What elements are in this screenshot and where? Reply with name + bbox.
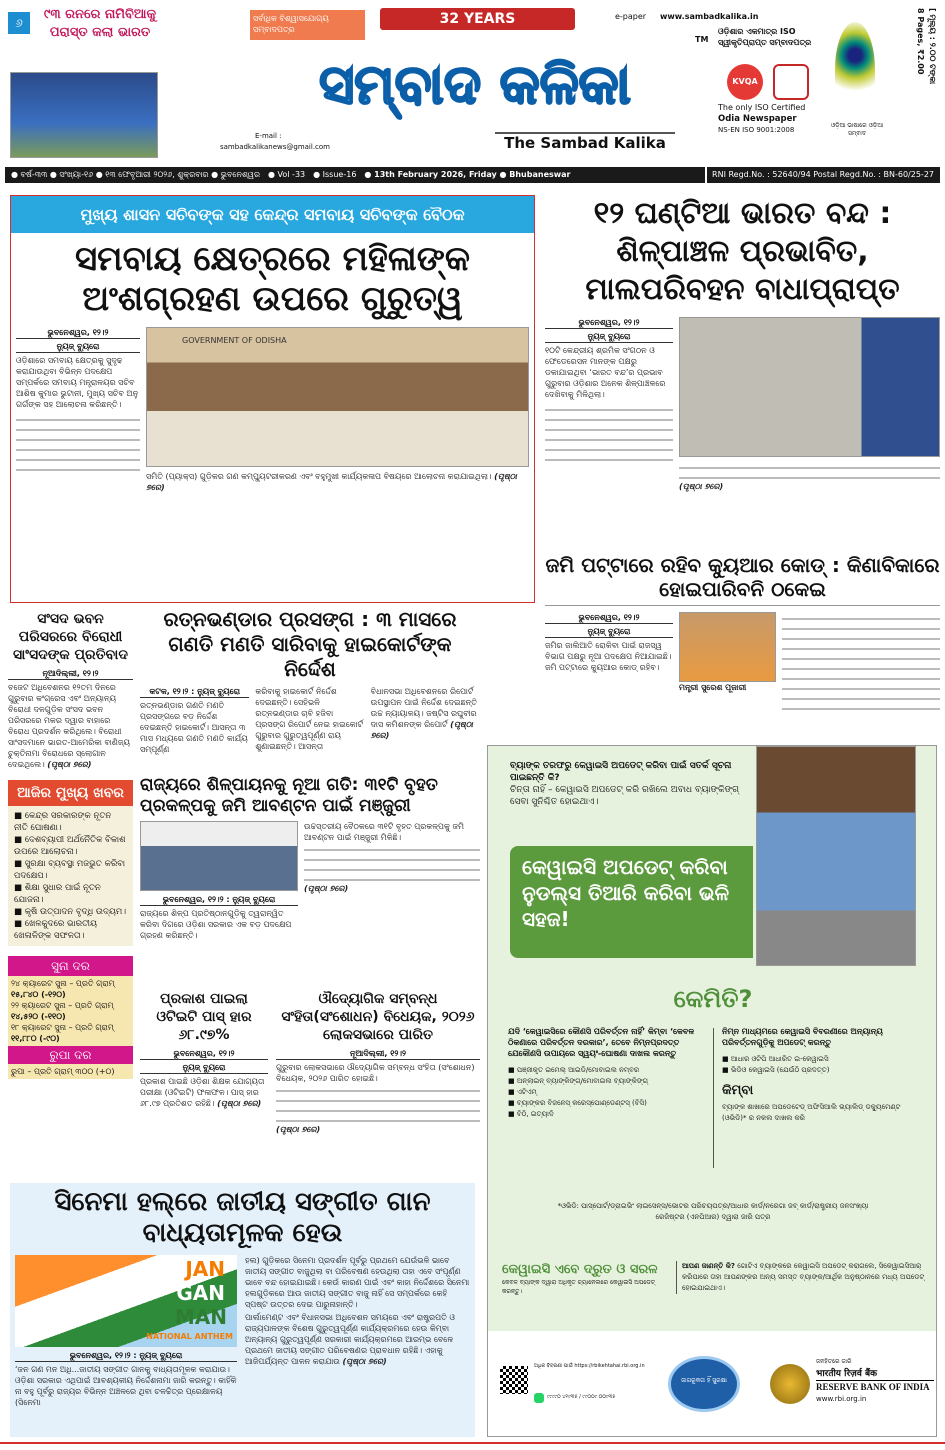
ad-left-item: ■ ଏଟିଏମ୍ (508, 1087, 706, 1098)
ad-left-item: ■ ପଞ୍ଜୀକୃତ ଇମେଲ୍ ଆଇଡି/ମୋବାଇଲ ନମ୍ବର (508, 1065, 706, 1076)
price: [ ମୂଲ୍ୟ : ୨.୦୦ ଟଙ୍କା (928, 8, 937, 85)
logo: ସମ୍ବାଦ କଳିକା (319, 53, 631, 116)
top-news-item[interactable]: ■ ଖେଳକୁଦରେ ଭାରତୀୟ ଖେଳାଳିଙ୍କ ସଫଳତା। (14, 918, 127, 942)
qr-body: ଜମିର ଜାଲିଆତି ରୋକିବା ପାଇଁ ରାଜସ୍ୱ ବିଭାଗ ପକ୍ଷରୁ ନୂଆ ପଦକ୍ଷେପ ନିଆଯାଇଛି। ଜମି ପଟ୍ଟାରେ କ୍ୟୁଆର କୋଡ୍ ରହିବ। (545, 641, 672, 672)
bandh-col1 (545, 317, 673, 463)
lead-headline: ସମବାୟ କ୍ଷେତ୍ରରେ ମହିଳାଙ୍କ ଅଂଶଗ୍ରହଣ ଉପରେ ଗୁରୁତ୍ୱ (75, 239, 470, 319)
text-filler (16, 413, 140, 473)
lead-story[interactable] (10, 195, 535, 603)
ad-know-title: ଆପଣ ଜାଣନ୍ତି କି? (682, 1262, 735, 1270)
bandh-continued[interactable]: (ପୃଷ୍ଠା ୭ରେ) (679, 482, 724, 491)
lead-right (146, 327, 529, 493)
ad-know-text: ଗୋଟିଏ ବ୍ୟାଙ୍କରେ କେୱାଇସି ଅପଡେଟ୍ କରାଗଲେ, ସିକେୱାଇସିଆର୍ କରିପାରେ ତାହା ଆପଣଙ୍କର ଅନ୍ୟ ସମସ୍ତ ବ୍ୟାଙ୍କ/ଆର୍ଥିକ ଅନୁଷ୍ଠାନରେ ମଧ୍ୟ ଅପଡେଟ୍ ହୋଇଯାଇଥାଏ। (682, 1262, 925, 1292)
ad-left-column (508, 1026, 706, 1120)
ad-footer (488, 1331, 936, 1436)
top-news-item[interactable]: ■ ଦେଶବ୍ୟାପୀ ଅର୍ଥନୈତିକ ବିକାଶ ଉପରେ ଆଲୋଚନା। (14, 834, 127, 858)
ratna-headline: ରତ୍ନଭଣ୍ଡାର ପ୍ରସଙ୍ଗ : ୩ ମାସରେ ଗଣତି ମଣତି ସାରିବାକୁ ହାଇକୋର୍ଟଙ୍କ ନିର୍ଦ୍ଦେଶ (163, 607, 457, 681)
code-bill-continued[interactable]: (ପୃଷ୍ଠା ୭ରେ) (276, 1125, 321, 1134)
bandh-dateline: ଭୁବନେଶ୍ୱର, ୧୨।୨ (545, 317, 673, 329)
anthem-image (15, 1255, 237, 1347)
protest-headline: ସଂସଦ ଭବନ ପରିସରରେ ବିରୋଧୀ ସାଂସଦଙ୍କ ପ୍ରତିବାଦ (13, 611, 128, 663)
ratna-body-1: ରତ୍ନଭଣ୍ଡାର ଗଣତି ମଣତି ପ୍ରସଙ୍ଗରେ ବଡ଼ ନିର୍ଦ୍ଦେଶ ଦେଇଛନ୍ତି ହାଇକୋର୍ଟ। ଆସନ୍ତା ୩ ମାସ ମଧ୍ୟରେ ଗଣତି ମଣତି କାର୍ଯ୍ୟ ସମ୍ପୂର୍ଣ୍ଣ (140, 701, 248, 754)
code-bill-dateline: ନୂଆଦିଲ୍ଲୀ, ୧୨।୨ (276, 1048, 480, 1060)
left-column (8, 610, 133, 1079)
price-vertical (892, 8, 938, 163)
text-filler (304, 843, 480, 883)
anthem-headline: ସିନେମା ହଲ୍‌ରେ ଜାତୀୟ ସଙ୍ଗୀତ ଗାନ ବାଧ୍ୟତାମୂଳକ ହେଉ (54, 1187, 431, 1248)
text-filler (276, 1084, 480, 1124)
ratna-bhandar-story[interactable] (140, 607, 480, 755)
text-filler (679, 461, 940, 481)
otet-dateline: ଭୁବନେଶ୍ୱର, ୧୨।୨ (140, 1048, 268, 1060)
bandh-content (545, 317, 940, 492)
bandh-byline: ନ୍ୟୁଜ୍ ବ୍ୟୁରୋ (545, 331, 673, 343)
certification-logo (773, 64, 809, 100)
dateline-bar (5, 167, 940, 183)
ad-question: ବ୍ୟାଙ୍କ ତରଫରୁ କେୱାଇସି ଅପଡେଟ୍ କରିବା ପାଇଁ ସତର୍କ ସୂଚନା ପାଇଛନ୍ତି କି? (510, 761, 732, 783)
qr-headline: ଜମି ପଟ୍ଟାରେ ରହିବ କ୍ୟୁଆର କୋଡ୍ : କିଣାବିକାରେ ହୋଇପାରିବନି ଠକେଇ (545, 553, 940, 606)
teaser-headline[interactable]: ୯୩ ରନରେ ନାମିବିଆକୁ ପରାସ୍ତ କଲା ଭାରତ (43, 7, 157, 40)
rbi-block (816, 1356, 934, 1405)
page-number-badge: ୬ (8, 12, 30, 34)
rbi-kyc-advertisement[interactable] (487, 745, 937, 1437)
top-news-item[interactable]: ■ କେନ୍ଦ୍ର ସରକାରଙ୍କ ନୂତନ ନୀତି ଘୋଷଣା। (14, 810, 127, 834)
anthem-body-2: ହଲ) ଗୁଡ଼ିକରେ ସିନେମା ପ୍ରଦର୍ଶନ ପୂର୍ବରୁ ପ୍ରଥମେ ଯେଉଁଭଳି ଭାବେ ଜାତୀୟ ସଙ୍ଗୀତ ବାଜୁଥିଲା ବା ପରିବେଷଣ ହେଉଥିଲା ତାହା ଏବେ ସଂପୂର୍ଣ୍ଣ ଭାବେ ବନ୍ଦ ହୋଇଯାଇଛି। କେଉଁ କାରଣ ପାଇଁ ଏବଂ କାହା ନିର୍ଦ୍ଦେଶରେ ସିନେମା ହଲଗୁଡ଼ିକରେ ଆଉ ଜାତୀୟ ସଙ୍ଗୀତ ବାଜୁ ନାହିଁ ସେ ସମ୍ପର୍କରେ କେହି ସ୍ପଷ୍ଟ ଉତ୍ତର ଦେଇ ପାରୁନାହାନ୍ତି। (245, 1256, 470, 1309)
bandh-headline: ୧୨ ଘଣ୍ଟିଆ ଭାରତ ବନ୍ଦ : ଶିଳ୍ପାଞ୍ଚଳ ପ୍ରଭାବିତ, ମାଲପରିବହନ ବାଧାପ୍ରାପ୍ତ (585, 196, 900, 307)
top-news-item[interactable]: ■ ଶିକ୍ଷା ସୁଧାର ପାଇଁ ନୂତନ ଯୋଜନା। (14, 882, 127, 906)
text-filler (545, 403, 673, 463)
ratna-dateline: କଟକ, ୧୨।୨ : ନ୍ୟୁଜ୍ ବ୍ୟୁରୋ (140, 686, 249, 698)
ratna-col3 (371, 686, 480, 741)
whatsapp-number[interactable]: ୯୯୯୯୦ ୪୧୯୩୫ / ୯୯୦୦୯ ୦୦୯୩୫ (547, 1394, 616, 1400)
industry-story[interactable] (140, 775, 480, 941)
otet-body: ପ୍ରକାଶ ପାଇଛି ଓଡ଼ିଶା ଶିକ୍ଷକ ଯୋଗ୍ୟତା ପରୀକ୍ଷା (ଓଟିଇଟି) ଫଳାଫଳ। ପାସ୍ ହାର ୬୮.୯୭ ପ୍ରତିଶତ ରହିଛି। (140, 1077, 265, 1108)
lead-dateline: ଭୁବନେଶ୍ୱର, ୧୨।୨ (16, 327, 140, 339)
ad-how-title: କେମିତି? (673, 985, 753, 1013)
code-bill-story[interactable] (276, 990, 480, 1135)
ad-left-list (508, 1065, 706, 1120)
rbi-tag: ଜନହିତରେ ଜାରି (816, 1358, 852, 1365)
anthem-continued[interactable]: (ପୃଷ୍ଠା ୭ରେ) (342, 1357, 387, 1366)
lead-photo-meeting (146, 327, 529, 467)
years-banner: 32 YEARS (380, 8, 575, 30)
peacock-feather-icon (835, 22, 875, 117)
lead-body-2 (146, 471, 529, 493)
protest-continued[interactable]: (ପୃଷ୍ଠା ୭ରେ) (47, 760, 92, 769)
ad-fast-title: କେୱାଇସି ଏବେ ଦ୍ରୁତ ଓ ସରଳ (502, 1262, 658, 1277)
industry-dateline: ଭୁବନେଶ୍ୱର, ୧୨।୨ : ନ୍ୟୁଜ୍ ବ୍ୟୁରୋ (140, 894, 298, 906)
bandh-col2 (679, 317, 940, 492)
continued-label[interactable]: (ପୃଷ୍ଠା ୭ରେ) (146, 472, 517, 492)
anthem-body-1: ‘ଜନ ଗଣ ମନ ଅଧି...ଜାତୀୟ ସଙ୍ଗୀତ ଗାନକୁ ବାଧ୍ୟତାମୂଳକ କରାଯାଉ। ଓଡ଼ିଶା ସରକାର ଏଥିପାଇଁ ଆବଶ୍ୟକୀୟ ନିର୍ଦ୍ଦେଶନାମା ଜାରି କରନ୍ତୁ। କାହିଁକି ନା ବହୁ ପୂର୍ବରୁ ରାଜ୍ୟର ବିଭିନ୍ନ ଅଞ୍ଚଳରେ ଥିବା ଚଳଚ୍ଚିତ୍ର ପ୍ରେକ୍ଷାଳୟ (ସିନେମା (15, 1365, 237, 1407)
ratna-continued[interactable]: (ପୃଷ୍ଠା ୭ରେ) (370, 720, 473, 740)
code-bill-headline: ଔଦ୍ୟୋଗିକ ସମ୍ବନ୍ଧ ସଂହିତା(ସଂଶୋଧନ) ବିଧେୟକ, ୨୦୨୬ ଲୋକସଭାରେ ପାରିତ (281, 991, 475, 1043)
peacock-caption: ଓଡ଼ିଆ ଭାଷାରେ ଓଡ଼ିଆ ସମ୍ବାଦ (830, 122, 884, 137)
qr-byline: ନ୍ୟୁଜ୍ ବ୍ୟୁରୋ (545, 626, 673, 638)
lead-byline: ନ୍ୟୁଜ୍ ବ୍ୟୁରୋ (16, 341, 140, 353)
tm-mark: TM (695, 35, 709, 44)
protest-body: ବଜେଟ ଅଧିବେଶନର ୧୨ତମ ଦିନରେ ଗୁରୁବାର କଂଗ୍ରେସ ଏବଂ ଅନ୍ୟାନ୍ୟ ବିରୋଧୀ ଦଳଗୁଡ଼ିକ ସଂସଦ ଭବନ ପରିସରରେ ମକର ଦ୍ୱାର ବାହାରେ ବିରୋଧ ପ୍ରଦର୍ଶନ କରିଥିଲେ। ବିରୋଧୀ ସାଂସଦମାନେ ଭାରତ-ଆମେରିକା ବାଣିଜ୍ୟ ଚୁକ୍ତିନାମା ବିରୋଧରେ ସ୍ଲୋଗାନ ଦେଇଥିଲେ। (8, 683, 130, 769)
ad-left-intro: ଯଦି ‘କେୱାଇସିରେ କୌଣସି ପରିବର୍ତ୍ତନ ନାହିଁ’ କିମ୍ବା ‘କେବଳ ଠିକଣାରେ ପରିବର୍ତ୍ତନ ଦରକାର’, ତେବେ ନିମ୍ନପ୍ରଦତ୍ତ ଯେକୌଣସି ଉପାୟରେ ସ୍ୱୟଂ-ଘୋଷଣା ଦାଖଲ କରନ୍ତୁ (508, 1027, 695, 1058)
protest-body-wrap (8, 682, 133, 770)
iso-line3: NS-EN ISO 9001:2008 (718, 126, 795, 134)
protest-dateline: ନୂଆଦିଲ୍ଲୀ, ୧୨।୨ (8, 668, 133, 680)
ad-right-intro: ନିମ୍ନ ମାଧ୍ୟମରେ କେୱାଇସି ବିବରଣୀରେ ଅନ୍ୟାନ୍ୟ ପରିବର୍ତ୍ତନଗୁଡ଼ିକୁ ଅପଡେଟ୍ କରନ୍ତୁ (722, 1027, 883, 1047)
text-filler (782, 612, 940, 712)
qr-content (545, 612, 940, 712)
date: ● 13th February 2026, Friday ● Bhubaneswar (364, 170, 571, 179)
qr-dateline: ଭୁବନେଶ୍ୱର, ୧୨।୨ (545, 612, 673, 624)
industry-continued[interactable]: (ପୃଷ୍ଠା ୭ରେ) (304, 884, 349, 893)
iso-odia: ଓଡ଼ିଶାର ଏକମାତ୍ର ISO ସ୍ୱୀକୃତିପ୍ରାପ୍ତ ସମ୍ବାଦପତ୍ର (718, 27, 812, 47)
lead-body-1: ଓଡ଼ିଶାରେ ସମବାୟ କ୍ଷେତ୍ରକୁ ସୁଦୃଢ କରାଯାଉଥିବା ବିଭିନ୍ନ ପଦକ୍ଷେପ ସମ୍ପର୍କରେ ସମବାୟ ମନ୍ତ୍ରାଳୟର ସଚିବ ଆଶିଷ କୁମାର ଭୁଟାନୀ, ମୁଖ୍ୟ ସଚିବ ଅନୁ ଗର୍ଗଙ୍କ ସହ ଆଲୋଚନା କରିଛନ୍ତି। (16, 356, 139, 409)
gold-row-value: ୧୫,୮୪୦ (-୧୨୦) (11, 990, 66, 999)
masthead (0, 0, 945, 165)
industry-body-2: ଉଚ୍ଚସ୍ତରୀୟ ବୈଠକରେ ୩୧ଟି ବୃହତ ପ୍ରକଳ୍ପକୁ ଜମି ଆବଣ୍ଟନ ପାଇଁ ମଞ୍ଜୁରୀ ମିଳିଛି। (304, 822, 464, 842)
gold-row-label: ୨୨ କ୍ୟାରେଟ ସୁନା – ପ୍ରତି ଗ୍ରାମ୍ (11, 1001, 114, 1010)
top-news-title: ଆଜିର ମୁଖ୍ୟ ଖବର (8, 780, 133, 806)
gan-text: GAN (176, 1281, 225, 1305)
ad-right-column (722, 1026, 922, 1124)
ad-or-text: ବ୍ୟାଙ୍କ ଶାଖାରେ ଅପଡେଟେଡ୍ ଅଫିସିଆଲି ଭ୍ୟାଲିଡ୍ ଡକ୍ୟୁମେଣ୍ଟ (ଓଭିଡି)* ର ନକଲ ଦାଖଲ କରି (722, 1103, 901, 1122)
lead-body-2-text: ସମିତି (ପ୍ୟାକ୍ସ) ଗୁଡ଼ିକର ଗଣ କମ୍ପ୍ୟୁଟରୀକରଣ ଏବଂ ବହୁମୁଖୀ କାର୍ଯ୍ୟକଳାପ ବିଷୟରେ ଆଲୋଚନା କରାଯାଇଥିଲା। (146, 472, 492, 481)
ad-fast-section (502, 1261, 670, 1296)
iso-line2: Odia Newspaper (718, 114, 797, 124)
qr-col1 (545, 612, 673, 673)
gold-row-value: ୧୧,୮୮୦ (-୯୦) (11, 1034, 60, 1043)
anthem-col1 (15, 1255, 237, 1408)
industry-body-1: ରାଜ୍ୟରେ ଶିଳ୍ପ ପ୍ରତିଷ୍ଠାନଗୁଡ଼ିକୁ ତ୍ୱରାନ୍ୱିତ କରିବା ଦିଗରେ ଓଡ଼ିଶା ସରକାର ଏକ ବଡ଼ ପଦକ୍ଷେପ ଗ୍ରହଣ କରିଛନ୍ତି। (140, 909, 292, 940)
ad-photo-man-cooking-noodles (756, 746, 916, 966)
anthem-col2 (245, 1255, 470, 1367)
top-news-list (8, 806, 133, 946)
anthem-body-3: ପାର୍ଲାମେଣ୍ଟ ଏବଂ ବିଧାନସଭା ଅଧିବେଶନ ସମୟରେ ଏବଂ ରାଷ୍ଟ୍ରପତି ଓ ରାଜ୍ୟପାଳଙ୍କ ବିଶେଷ ଗୁରୁତ୍ୱପୂର୍ଣ୍ଣ କାର୍ଯ୍ୟକ୍ରମରେ ହେଉ କିମ୍ବା ଅନ୍ୟାନ୍ୟ ଗୁରୁତ୍ୱପୂର୍ଣ୍ଣ ସରକାରୀ କାର୍ଯ୍ୟକ୍ରମରେ ଆରମ୍ଭ ବେଳେ ପ୍ରଥମେ ଜାତୀୟ ସଙ୍ଗୀତ ପରିବେଷଣର ପ୍ରାବଧାନ ରହିଛି। ଏହାକୁ ଆଜିପର୍ଯ୍ୟନ୍ତ ପାଳନ କରାଯାଉ (245, 1313, 455, 1366)
email: sambadkalikanews@gmail.com (220, 143, 330, 151)
top-news-box (8, 780, 133, 946)
ad-right-list (722, 1054, 922, 1076)
gold-title: ସୁନା ଦର (8, 956, 133, 976)
ad-intro (510, 760, 750, 808)
logo-english: The Sambad Kalika (495, 132, 675, 152)
gold-row-value: ୧୪,୫୨୦ (-୧୧୦) (11, 1012, 66, 1021)
silver-title: ରୁପା ଦର (8, 1046, 133, 1064)
otet-story[interactable] (140, 990, 268, 1109)
ratna-body-3: ବିଧାନସଭା ଅଧିବେଶନରେ ରିପୋର୍ଟ ଉପସ୍ଥାପନ ପାଇଁ ନିର୍ଦ୍ଦେଶ ଦେଇଛନ୍ତି ଉଚ୍ଚ ନ୍ୟାୟାଳୟ। ଜଷ୍ଟିସ ରଘୁବୀର ଦାସ କମିଶନଙ୍କ ରିପୋର୍ଟ (370, 687, 477, 729)
bandh-story[interactable] (545, 195, 940, 492)
top-news-item[interactable]: ■ ସୁରକ୍ଷା ବ୍ୟବସ୍ଥା ମଜଭୁତ କରିବା ପଦକ୍ଷେପ। (14, 858, 127, 882)
minister-photo (679, 612, 776, 682)
photo-sign: GOVERNMENT OF ODISHA (182, 336, 287, 345)
gold-row-label: ୧୮ କ୍ୟାରେଟ ସୁନା – ପ୍ରତି ଗ୍ରାମ୍ (11, 1023, 114, 1032)
bottom-rule (0, 1442, 945, 1444)
tagline-badge: ସର୍ବାଧିକ ବିଶ୍ୱାସଯୋଗ୍ୟ ସମ୍ବାଦପତ୍ର (250, 10, 365, 40)
jan-text: JAN (185, 1257, 225, 1281)
ad-badge: ଜାଗରୂକତା ହିଁ ସୁରକ୍ଷା (668, 1356, 740, 1412)
website-link[interactable]: www.sambadkalika.in (660, 12, 759, 21)
silver-rate: ରୁପା – ପ୍ରତି ଗ୍ରାମ୍ ୩୦୦ (+୦) (11, 1067, 115, 1076)
top-news-item[interactable]: ■ କୃଷି ଉତ୍ପାଦନ ବୃଦ୍ଧି ଉଦ୍ୟମ। (14, 906, 127, 918)
kvqa-logo: KVQA (727, 64, 763, 100)
otet-continued[interactable]: (ପୃଷ୍ଠା ୭ରେ) (217, 1099, 262, 1108)
volume: ● Vol -33 (268, 170, 306, 179)
ratna-columns (140, 686, 480, 755)
ad-footnote: *ଓଭିଡି: ପାସ୍‌ପୋର୍ଟ/ଡ୍ରାଇଭିଂ ଲାଇସେନ୍ସ/ଭୋଟର ପରିଚୟପତ୍ର/ଆଧାର କାର୍ଡ/ନରେଗା ଜବ୍ କାର୍ଡ/ରାଷ୍ଟ୍ରୀୟ ଜନସଂଖ୍ୟା ରେଜିଷ୍ଟର (ଏନପିଆର) ଦ୍ୱାରା ଜାରି ପତ୍ର (557, 1202, 869, 1221)
dateline-odia: ● ବର୍ଷ-୩୩ ● ସଂଖ୍ୟା-୧୬ ● ୧୩ ଫେବୃଆରୀ ୨୦୨୬, ଶୁକ୍ରବାର ● ଭୁବନେଶ୍ୱର (11, 170, 261, 179)
otet-body-wrap (140, 1076, 268, 1109)
anthem-content (15, 1255, 470, 1408)
lead-content (11, 327, 534, 493)
lead-kicker: ମୁଖ୍ୟ ଶାସନ ସଚିବଙ୍କ ସହ କେନ୍ଦ୍ର ସମବାୟ ସଚିବଙ୍କ ବୈଠକ (11, 196, 534, 233)
ratna-body-2: କରିବାକୁ ହାଇକୋର୍ଟ ନିର୍ଦ୍ଦେଶ ଦେଇଛନ୍ତି। ସେହିଭଳି ରତ୍ନଭଣ୍ଡାର ଚାବି ହଜିବା ପ୍ରସଙ୍ଗ ରିପୋର୍ଟ ନେଇ ହାଇକୋର୍ଟ ଗୁରୁବାର ଗୁରୁତ୍ୱପୂର୍ଣ୍ଣ ରାୟ ଶୁଣାଇଛନ୍ତି। ଆସନ୍ତା (255, 687, 364, 751)
anthem-story[interactable] (10, 1183, 475, 1437)
email-label: E-mail : (255, 132, 282, 140)
industry-col2 (304, 821, 480, 894)
industry-col1 (140, 821, 298, 941)
rbi-emblem (770, 1364, 810, 1404)
protest-story[interactable] (8, 610, 133, 770)
gold-rows (8, 976, 133, 1046)
ad-fast-sub: କେବଳ ବ୍ୟାଙ୍କ ଦ୍ୱାରା ଅଧିକୃତ ଚ୍ୟାନେଲରେ କେୱାଇସି ଅପଡେଟ୍ କରନ୍ତୁ। (502, 1279, 655, 1295)
rbi-url[interactable]: www.rbi.org.in (816, 1395, 867, 1403)
lead-col1 (16, 327, 140, 473)
qr-text[interactable]: ଅଧିକ ବିବରଣୀ ପାଇଁ https://rbikehtahai.rbi.org.in (534, 1363, 645, 1369)
issue: ● Issue-16 (313, 170, 357, 179)
otet-headline: ପ୍ରକାଶ ପାଇଲା ଓଟିଇଟି ପାସ୍ ହାର ୬୮.୯୭% (156, 991, 252, 1043)
qr-col2 (679, 612, 776, 693)
industry-headline: ରାଜ୍ୟରେ ଶିଳ୍ପାୟନକୁ ନୂଆ ଗତି: ୩୧ଟି ବୃହତ ପ୍ରକଳ୍ପକୁ ଜମି ଆବଣ୍ଟନ ପାଇଁ ମଞ୍ଜୁରୀ (140, 775, 438, 816)
industry-content (140, 821, 480, 941)
otet-byline: ନ୍ୟୁଜ୍ ବ୍ୟୁରୋ (140, 1062, 268, 1074)
rbi-hindi: भारतीय रिज़र्व बैंक (816, 1369, 878, 1379)
rbi-english: RESERVE BANK OF INDIA (816, 1380, 934, 1393)
page-count: 8 Pages, ₹2.00 (916, 8, 925, 75)
bandh-photo-closed-shops (679, 317, 940, 457)
ad-left-item: ■ ବ୍ୟାଙ୍କର ବିଜନେସ୍ କରେସ୍‌ପୋଣ୍ଡେଣ୍ଟସ୍ (ବିସି) (508, 1098, 706, 1109)
registration: RNI Regd.No. : 52640/94 Postal Regd.No. : BN-60/25-27 (705, 167, 934, 183)
ad-slogan: କେୱାଇସି ଅପଡେଟ୍ କରିବା ନୁଡଲ୍ସ ତିଆରି କରିବା ଭଳି ସହଜ! (510, 846, 753, 958)
ad-left-item: ■ ବିଠି, ଇତ୍ୟାଦି (508, 1109, 706, 1120)
industry-meeting-photo (140, 821, 298, 891)
epaper-label: e-paper (615, 12, 647, 21)
code-bill-body: ଗୁରୁବାର ଲୋକସଭାରେ ଔଦ୍ୟୋଗିକ ସମ୍ବନ୍ଧ ସଂହିତା (ସଂଶୋଧନ) ବିଧେୟକ, ୨୦୨୬ ପାରିତ ହୋଇଛି। (276, 1063, 475, 1083)
iso-line1: The only ISO Certified (718, 103, 806, 112)
bandh-body: ୧୦ଟି କେନ୍ଦ୍ରୀୟ ଶ୍ରମିକ ସଂଗଠନ ଓ ଫେଡେରେସନ ମାନଙ୍କ ପକ୍ଷରୁ ଡକାଯାଇଥିବା ‘ଭାରତ ବନ୍ଦ’ର ପ୍ରଭାବ ଗୁରୁବାର ଓଡ଼ିଶାର ଅନେକ ଶିଳ୍ପାଞ୍ଚଳରେ ଦେଖିବାକୁ ମିଳିଥିଲା। (545, 346, 666, 399)
qr-code-story[interactable] (545, 553, 940, 712)
anthem-dateline: ଭୁବନେଶ୍ୱର, ୧୨।୨ : ନ୍ୟୁଜ୍ ବ୍ୟୁରୋ (15, 1350, 237, 1362)
whatsapp-icon (534, 1393, 544, 1403)
national-anthem-text: NATIONAL ANTHEM (146, 1332, 233, 1341)
gold-rates-box (8, 956, 133, 1079)
qr-code-icon[interactable] (500, 1366, 528, 1394)
ad-right-item: ■ ଭିଡିଓ କେୱାଇସି (ଯେଉଁଠି ପ୍ରଦତ୍ତ) (722, 1065, 922, 1076)
ad-left-item: ■ ଅନ୍‌ଲାଇନ୍ ବ୍ୟାଙ୍କିଙ୍ଗ୍/ମୋବାଇଲ ବ୍ୟାଙ୍କିଙ୍ଗ୍ (508, 1076, 706, 1087)
ad-know-section (676, 1261, 926, 1294)
ad-answer: ଚିନ୍ତା ନାହିଁ – କେୱାଇସି ଅପଡେଟ୍ କରି ରଖିଲେ ଅବାଧ ବ୍ୟାଙ୍କିଙ୍ଗ୍ ସେବା ସୁନିଶ୍ଚିତ ହୋଇଥାଏ। (510, 785, 740, 807)
minister-caption: ମନ୍ତ୍ରୀ ସୁରେଶ ପୂଜାରୀ (679, 683, 747, 692)
man-text: MAN (174, 1305, 227, 1329)
gold-row-label: ୨୪ କ୍ୟାରେଟ ସୁନା – ପ୍ରତି ଗ୍ରାମ୍ (11, 979, 115, 988)
ratna-col1 (140, 686, 249, 755)
ad-right-item: ■ ଆଧାର ଓଟିପି ଆଧାରିତ ଇ-କେୱାଇସି (722, 1054, 922, 1065)
teaser-photo-cricket (10, 72, 158, 158)
ad-divider (713, 1028, 714, 1168)
ad-or: କିମ୍ବା (722, 1083, 754, 1098)
anthem-body-3-wrap (245, 1312, 470, 1367)
